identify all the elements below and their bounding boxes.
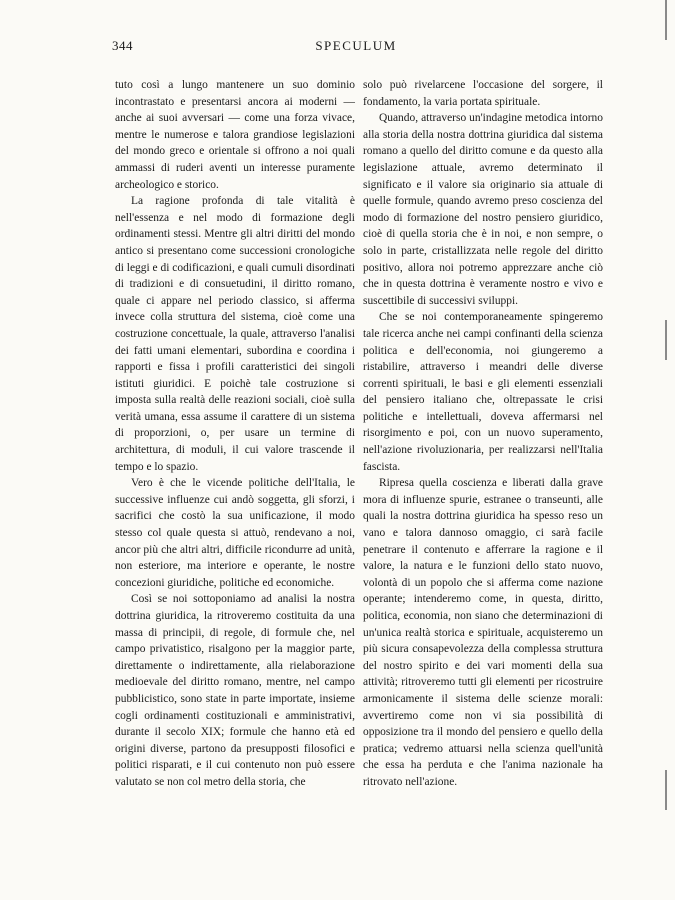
left-column <box>115 77 355 791</box>
paragraph: Che se noi contemporaneamente spingeremo tale ricerca anche nei campi confinanti della scienza politica e dell'economia, noi giungeremo a ristabilire, attraverso i meandri delle diverse correnti spirituali, le basi e gli elementi essenziali del pensiero italiano che, oltrepassate le crisi politiche e intellettuali, doveva affermarsi nel risorgimento e poi, con un nuovo superamento, nell'azione rivoluzionaria, per realizzarsi nell'Italia fascista. <box>363 311 603 473</box>
paragraph: Vero è che le vicende politiche dell'Italia, le successive influenze cui andò soggetta, gli sforzi, i sacrifici che costò la sua unificazione, il modo stesso col quale questa si attuò, rendevano a noi, ancor più che altri altri, difficile ricondurre ad unità, non esteriore, ma interiore e operante, le nostre concezioni giuridiche, politiche ed economiche. <box>115 477 355 589</box>
scan-edge-mark <box>665 0 667 40</box>
paragraph: La ragione profonda di tale vitalità è nell'essenza e nel modo di formazione degli ordinamenti stessi. Mentre gli altri diritti del mondo antico si presentano come successioni cronologiche di leggi e di codificazioni, e quali cumuli disordinati di tradizioni e di consuetudini, il diritto romano, quale ci appare nel periodo classico, si afferma invece colla struttura del sistema, cioè come una costruzione concettuale, la quale, attraverso l'analisi dei fatti umani elementari, subordina e coordina i rapporti e fissa i profili caratteristici dei singoli istituti giuridici. E poichè tale costruzione si imposta sulla realtà delle reazioni sociali, cioè sulla verità umana, essa assume il carattere di un sistema di proporzioni, o, per usare un termine di architettura, di moduli, il cui valore trascende il tempo e lo spazio. <box>115 195 355 473</box>
paragraph: Ripresa quella coscienza e liberati dalla grave mora di influenze spurie, estranee o transeunti, alle quali la nostra dottrina giuridica ha spesso reso un vano e talora dannoso omaggio, ci sarà facile penetrare il contenuto e afferrare la ragione e il valore, la natura e le funzioni dello stato nuovo, volontà di un popolo che si afferma come nazione operante; intenderemo come, in questa, diritto, politica, economia, non siano che determinazioni di un'unica realtà storica e spirituale, acquisteremo un più sicura consapevolezza della complessa struttura del nostro spirito e dei vari momenti della sua attività; ritroveremo tutti gli elementi per ricostruire armonicamente il sistema delle scienze morali: avvertiremo come non vi sia possibilità di opposizione tra il mondo del pensiero e quello della pratica; vedremo attuarsi nella scienza quell'unità che essa ha perduta e che l'anima nazionale ha ritrovato nell'azione. <box>363 477 603 788</box>
scan-edge-mark <box>665 770 667 810</box>
running-title: SPECULUM <box>315 38 397 53</box>
page-number: 344 <box>112 38 133 53</box>
scan-edge-mark <box>665 320 667 360</box>
right-column <box>363 77 603 791</box>
paragraph: solo può rivelarcene l'occasione del sorgere, il fondamento, la varia portata spirituale. <box>363 79 603 108</box>
page-header <box>112 38 600 56</box>
paragraph: Quando, attraverso un'indagine metodica intorno alla storia della nostra dottrina giuridica dal sistema romano a quello del diritto comune e da questo alla legislazione attuale, avremo determinato il significato e il valore sia originario sia attuale di quelle formule, quando avremo preso coscienza del modo di formazione del nostro pensiero giuridico, cioè di quella storia che è in noi, e non sempre, o solo in parte, cristallizzata nelle regole del diritto positivo, allora noi potremo apprezzare anche ciò che in questa dottrina è veramente nostro e vivo e suscettibile di successivi sviluppi. <box>363 112 603 307</box>
paragraph: tuto così a lungo mantenere un suo dominio incontrastato e presentarsi ancora ai moderni — anche ai suoi avversari — come una forza vivace, mentre le numerose e talora grandiose legislazioni del mondo greco e orientale si offrono a noi quali ammassi di ruderi aventi un interesse puramente archeologico e storico. <box>115 79 355 191</box>
paragraph: Così se noi sottoponiamo ad analisi la nostra dottrina giuridica, la ritroveremo costituita da una massa di principii, di regole, di formule che, nel campo privatistico, risalgono per la maggior parte, direttamente o indirettamente, alla rielaborazione medioevale del diritto romano, mentre, nel campo pubblicistico, sono state in parte importate, insieme cogli ordinamenti costituzionali e amministrativi, durante il secolo XIX; formule che hanno età ed origini diverse, partono da presupposti filosofici e politici risparati, e il cui contenuto non può essere valutato se non col metro della storia, che <box>115 593 355 788</box>
